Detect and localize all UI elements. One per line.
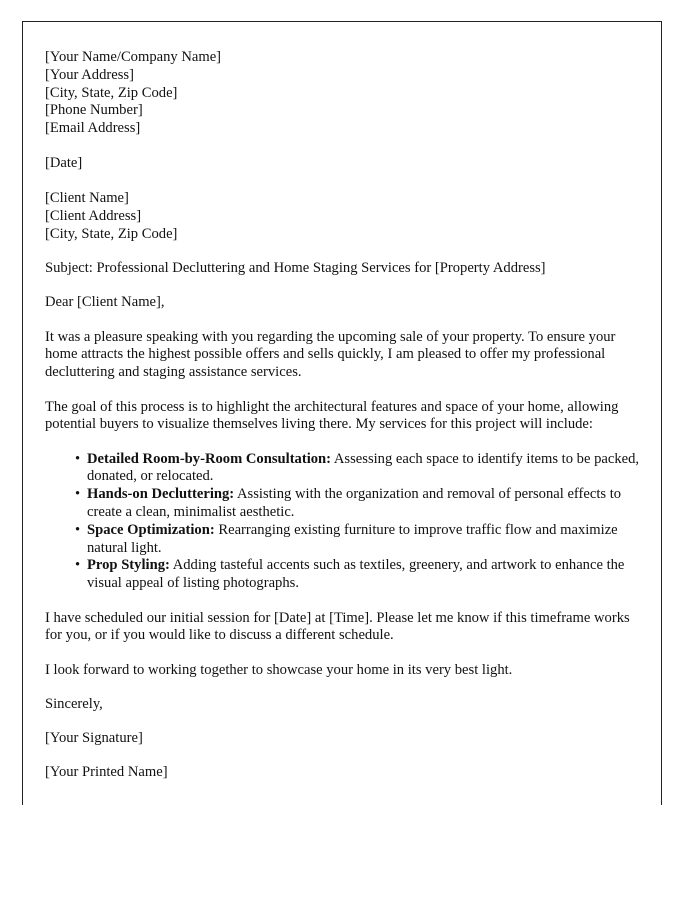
date-line: [Date] bbox=[45, 155, 83, 172]
service-term: Space Optimization: bbox=[87, 521, 215, 538]
sender-name-line: [Your Name/Company Name] bbox=[45, 49, 222, 65]
signature-placeholder: [Your Signature] bbox=[45, 730, 143, 747]
recipient-city-line: [City, State, Zip Code] bbox=[45, 225, 178, 242]
list-item bbox=[75, 522, 641, 558]
closing-line: Sincerely, bbox=[45, 695, 103, 712]
subject-line: Subject: Professional Decluttering and Home Staging Services for [Property Address] bbox=[45, 260, 546, 277]
list-item bbox=[75, 557, 641, 593]
body-paragraph-4: I look forward to working together to showcase your home in its very best light. bbox=[45, 661, 513, 678]
printed-name-placeholder: [Your Printed Name] bbox=[45, 764, 168, 781]
recipient-name-line: [Client Name] bbox=[45, 190, 129, 207]
salutation: Dear [Client Name], bbox=[45, 294, 165, 311]
service-term: Hands-on Decluttering: bbox=[87, 486, 235, 503]
recipient-address-block bbox=[45, 190, 641, 243]
recipient-street-line: [Client Address] bbox=[45, 207, 142, 224]
sender-address-block bbox=[45, 49, 641, 138]
service-description: Rearranging existing furniture to improve traffic flow and maximize natural light. bbox=[87, 521, 618, 556]
service-description: Assessing each space to identify items to be packed, donated, or relocated. bbox=[87, 450, 640, 485]
list-item bbox=[75, 451, 641, 487]
sender-city-line: [City, State, Zip Code] bbox=[45, 84, 178, 101]
service-description: Assisting with the organization and removal of personal effects to create a clean, minimalist aesthetic. bbox=[87, 486, 622, 521]
sender-street-line: [Your Address] bbox=[45, 66, 134, 83]
date-block bbox=[45, 155, 641, 173]
service-term: Prop Styling: bbox=[87, 557, 170, 574]
body-paragraph-1: It was a pleasure speaking with you regarding the upcoming sale of your property. To ensure your home attracts the highest possible offers and sells quickly, I am pleased to offer my professional decluttering and staging assistance services. bbox=[45, 328, 616, 381]
sender-phone-line: [Phone Number] bbox=[45, 102, 143, 119]
document-page bbox=[22, 21, 662, 805]
services-list bbox=[45, 451, 641, 593]
body-paragraph-2: The goal of this process is to highlight the architectural features and space of your home, allowing potential buyers to visualize themselves living there. My services for this project will include: bbox=[45, 398, 619, 433]
list-item bbox=[75, 486, 641, 522]
service-description: Adding tasteful accents such as textiles, greenery, and artwork to enhance the visual appeal of listing photographs. bbox=[87, 557, 625, 592]
service-term: Detailed Room-by-Room Consultation: bbox=[87, 450, 332, 467]
body-paragraph-3: I have scheduled our initial session for [Date] at [Time]. Please let me know if this timeframe works for you, or if you would like to discuss a different schedule. bbox=[45, 609, 630, 644]
sender-email-line: [Email Address] bbox=[45, 120, 141, 137]
letter-body bbox=[45, 49, 641, 782]
